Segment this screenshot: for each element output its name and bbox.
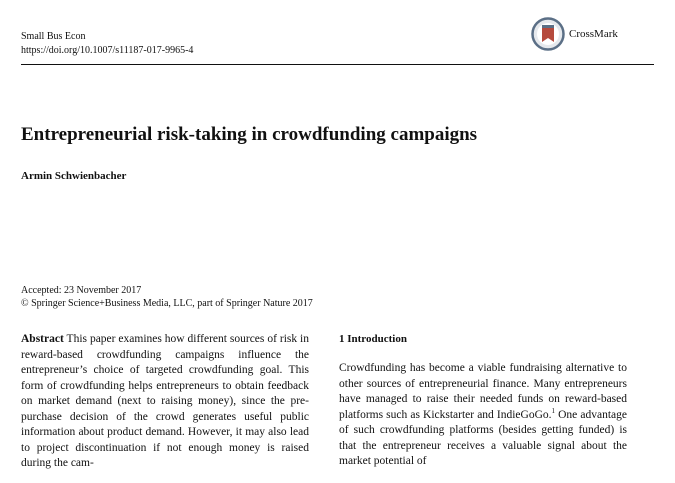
accepted-date: Accepted: 23 November 2017	[21, 285, 142, 296]
footnote-marker[interactable]: 1	[551, 406, 556, 415]
intro-paragraph	[339, 361, 627, 470]
crossmark-icon	[531, 17, 565, 51]
introduction-column	[339, 332, 627, 470]
journal-header	[21, 30, 193, 58]
header-rule	[21, 64, 654, 65]
author-name: Armin Schwienbacher	[21, 170, 127, 182]
doi-link[interactable]: https://doi.org/10.1007/s11187-017-9965-4	[21, 45, 194, 56]
section-heading: 1 Introduction	[339, 333, 407, 345]
intro-text: Crowdfunding has become a viable fundraising alternative to other sources of entrepreneurial finance. Many entrepreneurs have managed to raise their needed funds on reward-based platforms such as Kickstarter and IndieGoGo.	[339, 362, 627, 421]
article-title: Entrepreneurial risk-taking in crowdfunding campaigns	[21, 124, 478, 145]
abstract-paragraph	[21, 332, 309, 472]
publication-info	[21, 284, 313, 310]
crossmark-label: CrossMark	[569, 28, 618, 40]
copyright-line: © Springer Science+Business Media, LLC, part of Springer Nature 2017	[21, 298, 313, 309]
abstract-column	[21, 332, 309, 472]
abstract-label: Abstract	[21, 333, 64, 345]
journal-name: Small Bus Econ	[21, 31, 86, 42]
intro-text-continued: One advantage of such crowdfunding platforms (besides getting funded) is that the entrepreneur receives a valuable signal about the market potential of	[339, 408, 627, 467]
abstract-text: This paper examines how different sources of risk in reward-based crowdfunding campaigns influence the entrepreneur’s choice of targeted crowdfunding goal. This form of crowdfunding helps entrepreneurs to obtain feedback on market demand (next to raising money), since the pre-purchase decision of the crowd generates useful public information about product demand. However, it may also lead to project discontinuation if not enough money is raised during the cam-	[21, 333, 310, 469]
crossmark-badge[interactable]	[531, 17, 618, 51]
